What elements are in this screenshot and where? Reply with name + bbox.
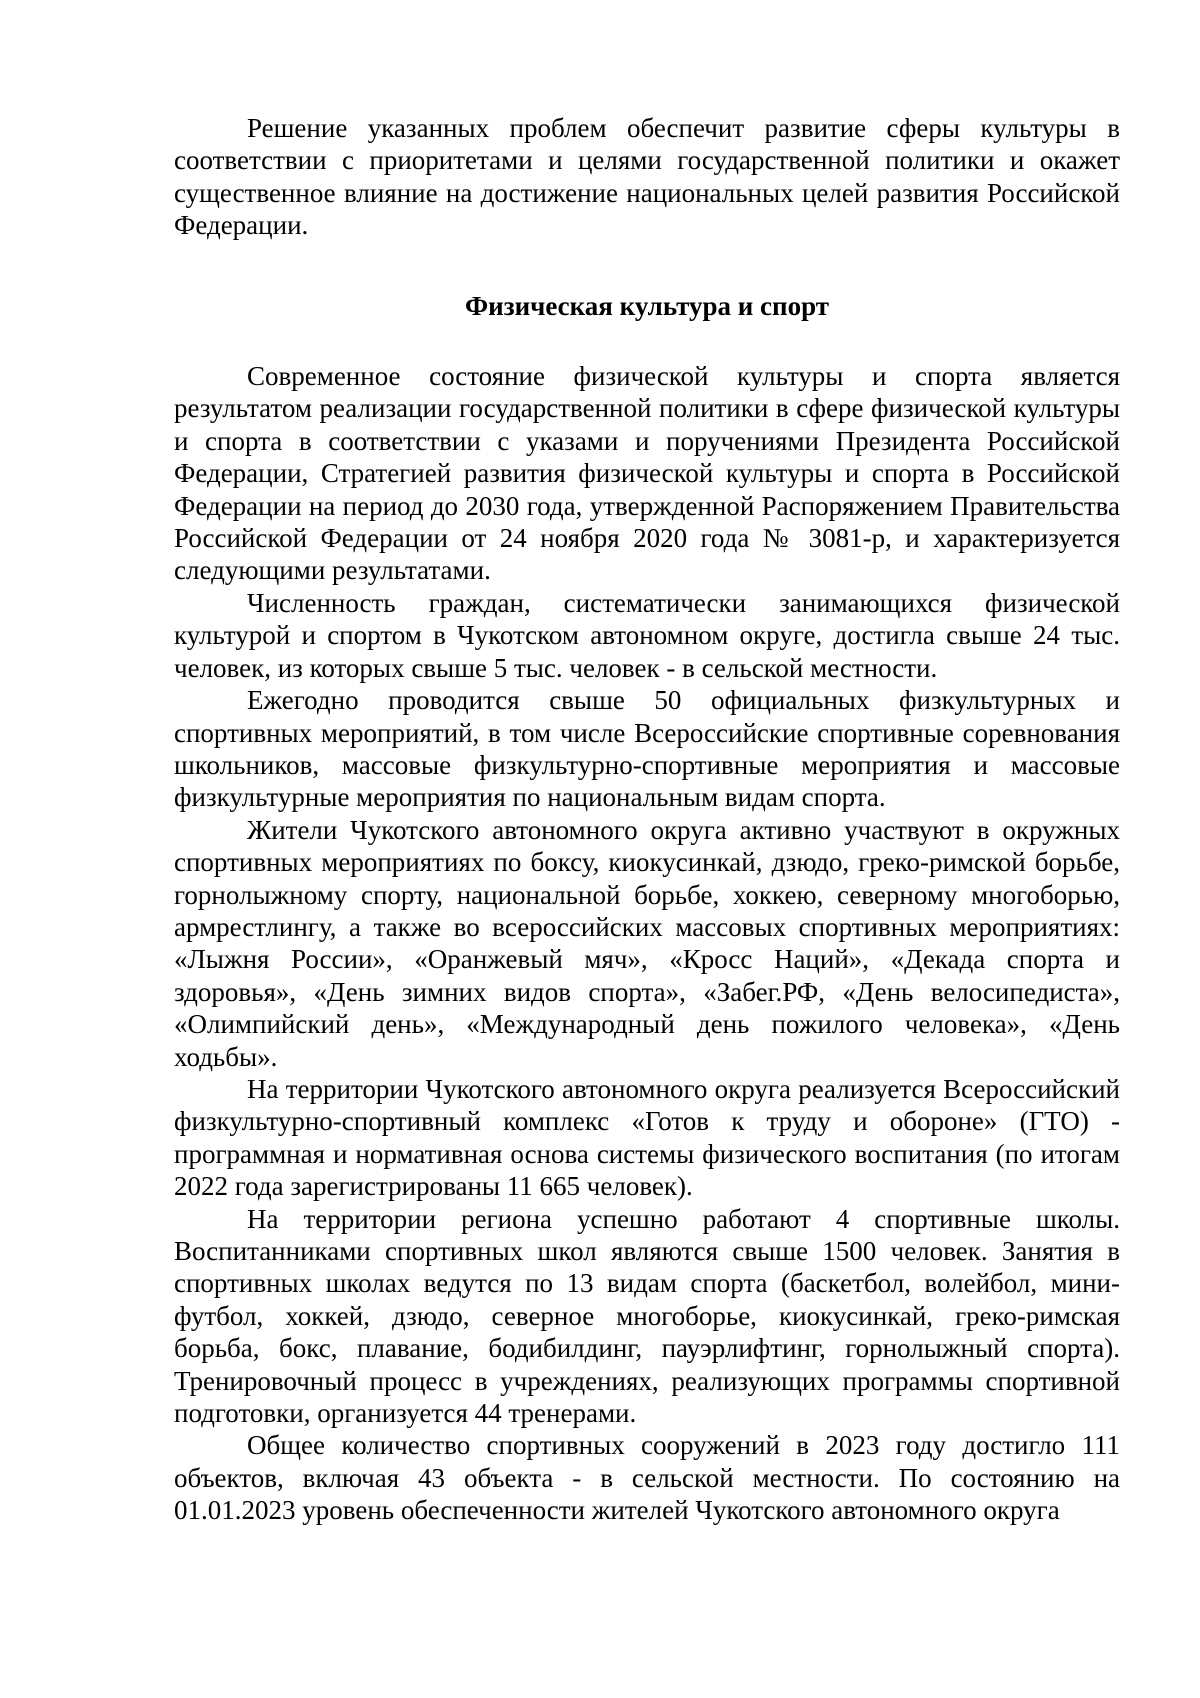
- paragraph-annual-events: Ежегодно проводится свыше 50 официальных физкультурных и спортивных мероприятий, в том числе Всероссийские спортивные соревнования школьников, массовые физкультурно-спортивные мероприятия и массовые физкультурные мероприятия по национальным видам спорта.: [174, 685, 1120, 813]
- section-heading: Физическая культура и спорт: [464, 290, 830, 321]
- paragraph-sports-schools: На территории региона успешно работают 4 спортивные школы. Воспитанниками спортивных школ являются свыше 1500 человек. Занятия в спортивных школах ведутся по 13 видам спорта (баскетбол, волейбол, мини-футбол, хоккей, дзюдо, северное многоборье, киокусинкай, греко-римская борьба, бокс, плавание, бодибилдинг, пауэрлифтинг, горнолыжный спорта). Тренировочный процесс в учреждениях, реализующих программы спортивной подготовки, организуется 44 тренерами.: [174, 1203, 1120, 1429]
- spacer: [174, 242, 1120, 290]
- document-body: [174, 112, 1120, 1527]
- intro-paragraph: Решение указанных проблем обеспечит развитие сферы культуры в соответствии с приоритетами и целями государственной политики и окажет существенное влияние на достижение национальных целей развития Российской Федерации.: [174, 113, 1120, 241]
- paragraph-district-events: Жители Чукотского автономного округа активно участвуют в окружных спортивных мероприятиях по боксу, киокусинкай, дзюдо, греко-римской борьбе, горнолыжному спорту, национальной борьбе, хоккею, северному многоборью, армрестлингу, а также во всероссийских массовых спортивных мероприятиях: «Лыжня России», «Оранжевый мяч», «Кросс Наций», «Декада спорта и здоровья», «День зимних видов спорта», «Забег.РФ, «День велосипедиста», «Олимпийский день», «Международный день пожилого человека», «День ходьбы».: [174, 814, 1120, 1072]
- spacer: [174, 322, 1120, 360]
- paragraph-participants-count: Численность граждан, систематически занимающихся физической культурой и спортом в Чукотском автономном округе, достигла свыше 24 тыс. человек, из которых свыше 5 тыс. человек - в сельской местности.: [174, 587, 1120, 683]
- paragraph-sports-facilities: Общее количество спортивных сооружений в 2023 году достигло 111 объектов, включая 43 объекта - в сельской местности. По состоянию на 01.01.2023 уровень обеспеченности жителей Чукотского автономного округа: [174, 1430, 1120, 1526]
- paragraph-current-state: Современное состояние физической культуры и спорта является результатом реализации государственной политики в сфере физической культуры и спорта в соответствии с указами и поручениями Президента Российской Федерации, Стратегией развития физической культуры и спорта в Российской Федерации на период до 2030 года, утвержденной Распоряжением Правительства Российской Федерации от 24 ноября 2020 года № 3081-р, и характеризуется следующими результатами.: [174, 361, 1120, 586]
- paragraph-gto-complex: На территории Чукотского автономного округа реализуется Всероссийский физкультурно-спортивный комплекс «Готов к труду и обороне» (ГТО) - программная и нормативная основа системы физического воспитания (по итогам 2022 года зарегистрированы 11 665 человек).: [174, 1073, 1120, 1202]
